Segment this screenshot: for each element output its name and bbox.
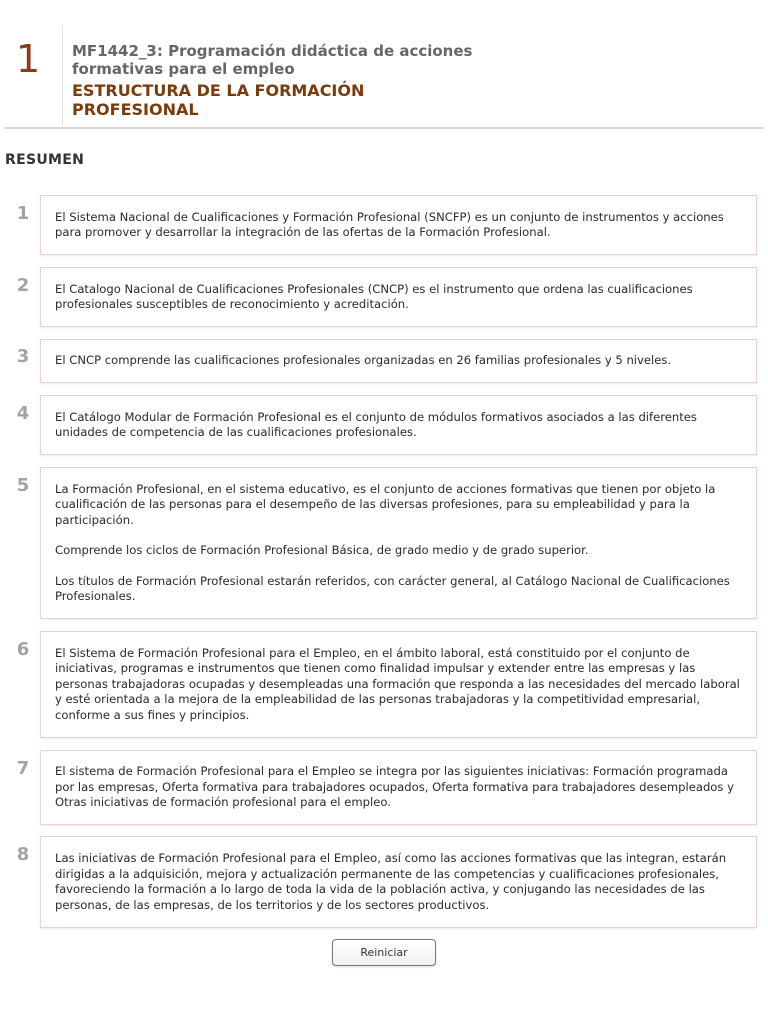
summary-text: El Sistema Nacional de Cualificaciones y Formación Profesional (SNCFP) es un conjunto de instrumentos y acciones para promover y desarrollar la integración de las ofertas de la Formación Profesional.: [55, 209, 724, 239]
summary-text: El Catálogo Modular de Formación Profesional es el conjunto de módulos formativos asociados a las diferentes unidades de competencia de las cualificaciones profesionales.: [55, 409, 697, 439]
item-number: 3: [16, 346, 30, 367]
item-number: 6: [16, 639, 30, 660]
summary-item: [40, 631, 757, 738]
topic-title: ESTRUCTURA DE LA FORMACIÓN PROFESIONAL: [72, 81, 365, 119]
item-number: 7: [16, 758, 30, 779]
section-title: RESUMEN: [5, 152, 85, 168]
item-number: 5: [16, 475, 30, 496]
summary-item: [40, 750, 757, 825]
summary-item: [40, 467, 757, 619]
unit-number: 1: [16, 37, 41, 81]
item-number: 8: [16, 844, 30, 865]
page-header: [0, 0, 768, 128]
header-rule: [4, 127, 764, 129]
item-number: 1: [16, 203, 30, 224]
summary-item: [40, 395, 757, 455]
summary-text: El CNCP comprende las cualificaciones profesionales organizadas en 26 familias profesionales y 5 niveles.: [55, 353, 672, 368]
summary-text: El sistema de Formación Profesional para el Empleo se integra por las siguientes iniciativas: Formación programada por las empresas, Oferta formativa para trabajadores ocupados, Oferta formativa para trabajadores desempleados y Otras iniciativas de formación profesional para el empleo.: [55, 764, 734, 810]
summary-text: La Formación Profesional, en el sistema educativo, es el conjunto de acciones formativas que tienen por objeto la cualificación de las personas para el desempeño de las diversas profesiones, para su empleabilidad y para la participación.: [55, 481, 716, 527]
summary-item: [40, 339, 757, 383]
summary-item: [40, 836, 757, 928]
summary-text: Comprende los ciclos de Formación Profesional Básica, de grado medio y de grado superior.: [55, 543, 589, 557]
header-divider: [62, 26, 63, 126]
summary-item: [40, 267, 757, 327]
summary-text: Los títulos de Formación Profesional estarán referidos, con carácter general, al Catálogo Nacional de Cualificaciones Profesionales.: [55, 573, 730, 603]
item-number: 2: [16, 275, 30, 296]
reset-button[interactable]: Reiniciar: [332, 939, 436, 966]
summary-text: El Catalogo Nacional de Cualificaciones Profesionales (CNCP) es el instrumento que ordena las cualificaciones profesionales susceptibles de reconocimiento y acreditación.: [55, 281, 693, 311]
summary-text: El Sistema de Formación Profesional para el Empleo, en el ámbito laboral, está constituido por el conjunto de iniciativas, programas e instrumentos que tienen como finalidad impulsar y extender entre las empresas y las personas trabajadoras ocupadas y desempleadas una formación que responda a las necesidades del mercado laboral y esté orientada a la mejora de la empleabilidad de las personas trabajadoras y la competitividad empresarial, conforme a sus fines y principios.: [55, 645, 740, 722]
item-number: 4: [16, 403, 30, 424]
summary-item: [40, 195, 757, 255]
module-title: MF1442_3: Programación didáctica de acciones formativas para el empleo: [72, 42, 473, 78]
summary-text: Las iniciativas de Formación Profesional para el Empleo, así como las acciones formativas que las integran, estarán dirigidas a la adquisición, mejora y actualización permanente de las competencias y cualificaciones profesionales, favoreciendo la formación a lo largo de toda la vida de la población activa, y conjugando las necesidades de las personas, de las empresas, de los territorios y de los sectores productivos.: [55, 851, 727, 912]
